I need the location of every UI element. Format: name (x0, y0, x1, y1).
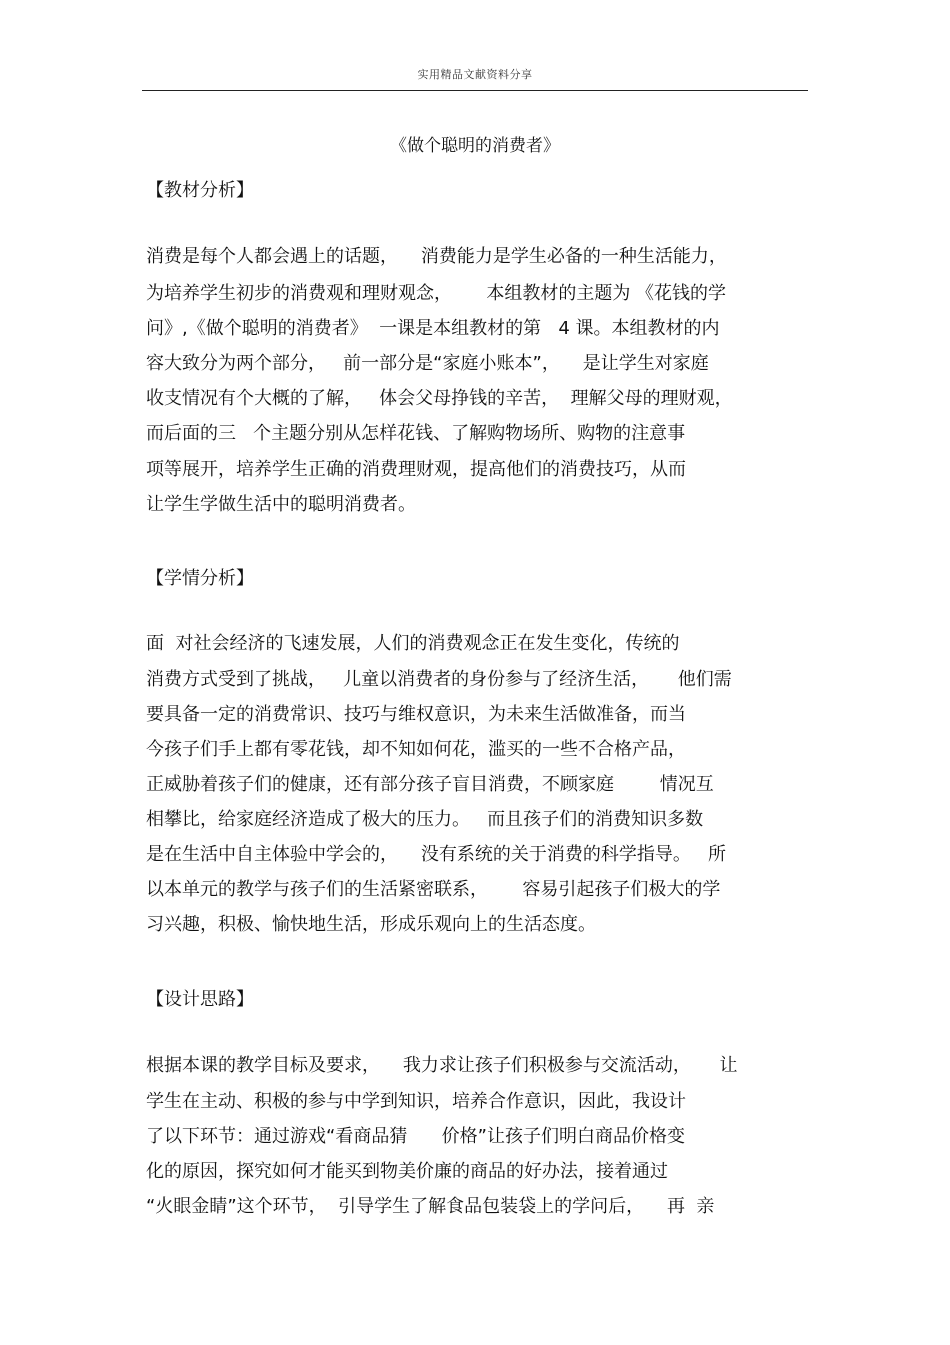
paragraph-line: 消费是每个人都会遇上的话题， 消费能力是学生必备的一种生活能力， (146, 246, 727, 267)
paragraph-line: 了以下环节：通过游戏“看商品猜 价格”让孩子们明白商品价格变 (146, 1126, 685, 1147)
paragraph-line: 正威胁着孩子们的健康，还有部分孩子盲目消费，不顾家庭 情况互 (146, 774, 714, 795)
paragraph-line: “火眼金睛”这个环节， 引导学生了解食品包装袋上的学问后， 再 亲 (146, 1196, 715, 1217)
section-heading-student-analysis: 【学情分析】 (146, 568, 254, 589)
paragraph-line: 面 对社会经济的飞速发展，人们的消费观念正在发生变化，传统的 (146, 633, 680, 654)
header-divider (142, 90, 808, 91)
paragraph-line: 今孩子们手上都有零花钱，却不知如何花，滥买的一些不合格产品， (146, 739, 686, 760)
paragraph-line: 为培养学生初步的消费观和理财观念， 本组教材的主题为 《花钱的学 (146, 283, 727, 304)
paragraph-line: 学生在主动、积极的参与中学到知识，培养合作意识，因此，我设计 (146, 1091, 686, 1112)
paragraph-line: 消费方式受到了挑战， 儿童以消费者的身份参与了经济生活， 他们需 (146, 669, 732, 690)
paragraph-line: 收支情况有个大概的了解， 体会父母挣钱的辛苦， 理解父母的理财观， (146, 388, 733, 409)
paragraph-line: 是在生活中自主体验中学会的， 没有系统的关于消费的科学指导。 所 (146, 844, 727, 865)
section-heading-design-idea: 【设计思路】 (146, 989, 254, 1010)
paragraph-line: 以本单元的教学与孩子们的生活紧密联系， 容易引起孩子们极大的学 (146, 879, 721, 900)
document-title: 《做个聪明的消费者》 (390, 136, 560, 156)
paragraph-line: 容大致分为两个部分， 前一部分是“家庭小账本”， 是让学生对家庭 (146, 353, 709, 374)
paragraph-line: 而后面的三 个主题分别从怎样花钱、了解购物场所、购物的注意事 (146, 423, 686, 444)
paragraph-line: 根据本课的教学目标及要求， 我力求让孩子们积极参与交流活动， 让 (146, 1055, 738, 1076)
paragraph-line: 要具备一定的消费常识、技巧与维权意识，为未来生活做准备，而当 (146, 704, 686, 725)
paragraph-line: 化的原因，探究如何才能买到物美价廉的商品的好办法，接着通过 (146, 1161, 668, 1182)
paragraph-line: 相攀比，给家庭经济造成了极大的压力。 而且孩子们的消费知识多数 (146, 809, 704, 830)
section-heading-textbook-analysis: 【教材分析】 (146, 180, 254, 201)
paragraph-line: 让学生学做生活中的聪明消费者。 (146, 494, 416, 515)
paragraph-line: 问》,《做个聪明的消费者》 一课是本组教材的第 4 课。本组教材的内 (146, 318, 720, 339)
page-header: 实用精品文献资料分享 (417, 68, 533, 81)
paragraph-line: 项等展开，培养学生正确的消费理财观，提高他们的消费技巧，从而 (146, 459, 686, 480)
paragraph-line: 习兴趣，积极、愉快地生活，形成乐观向上的生活态度。 (146, 914, 596, 935)
